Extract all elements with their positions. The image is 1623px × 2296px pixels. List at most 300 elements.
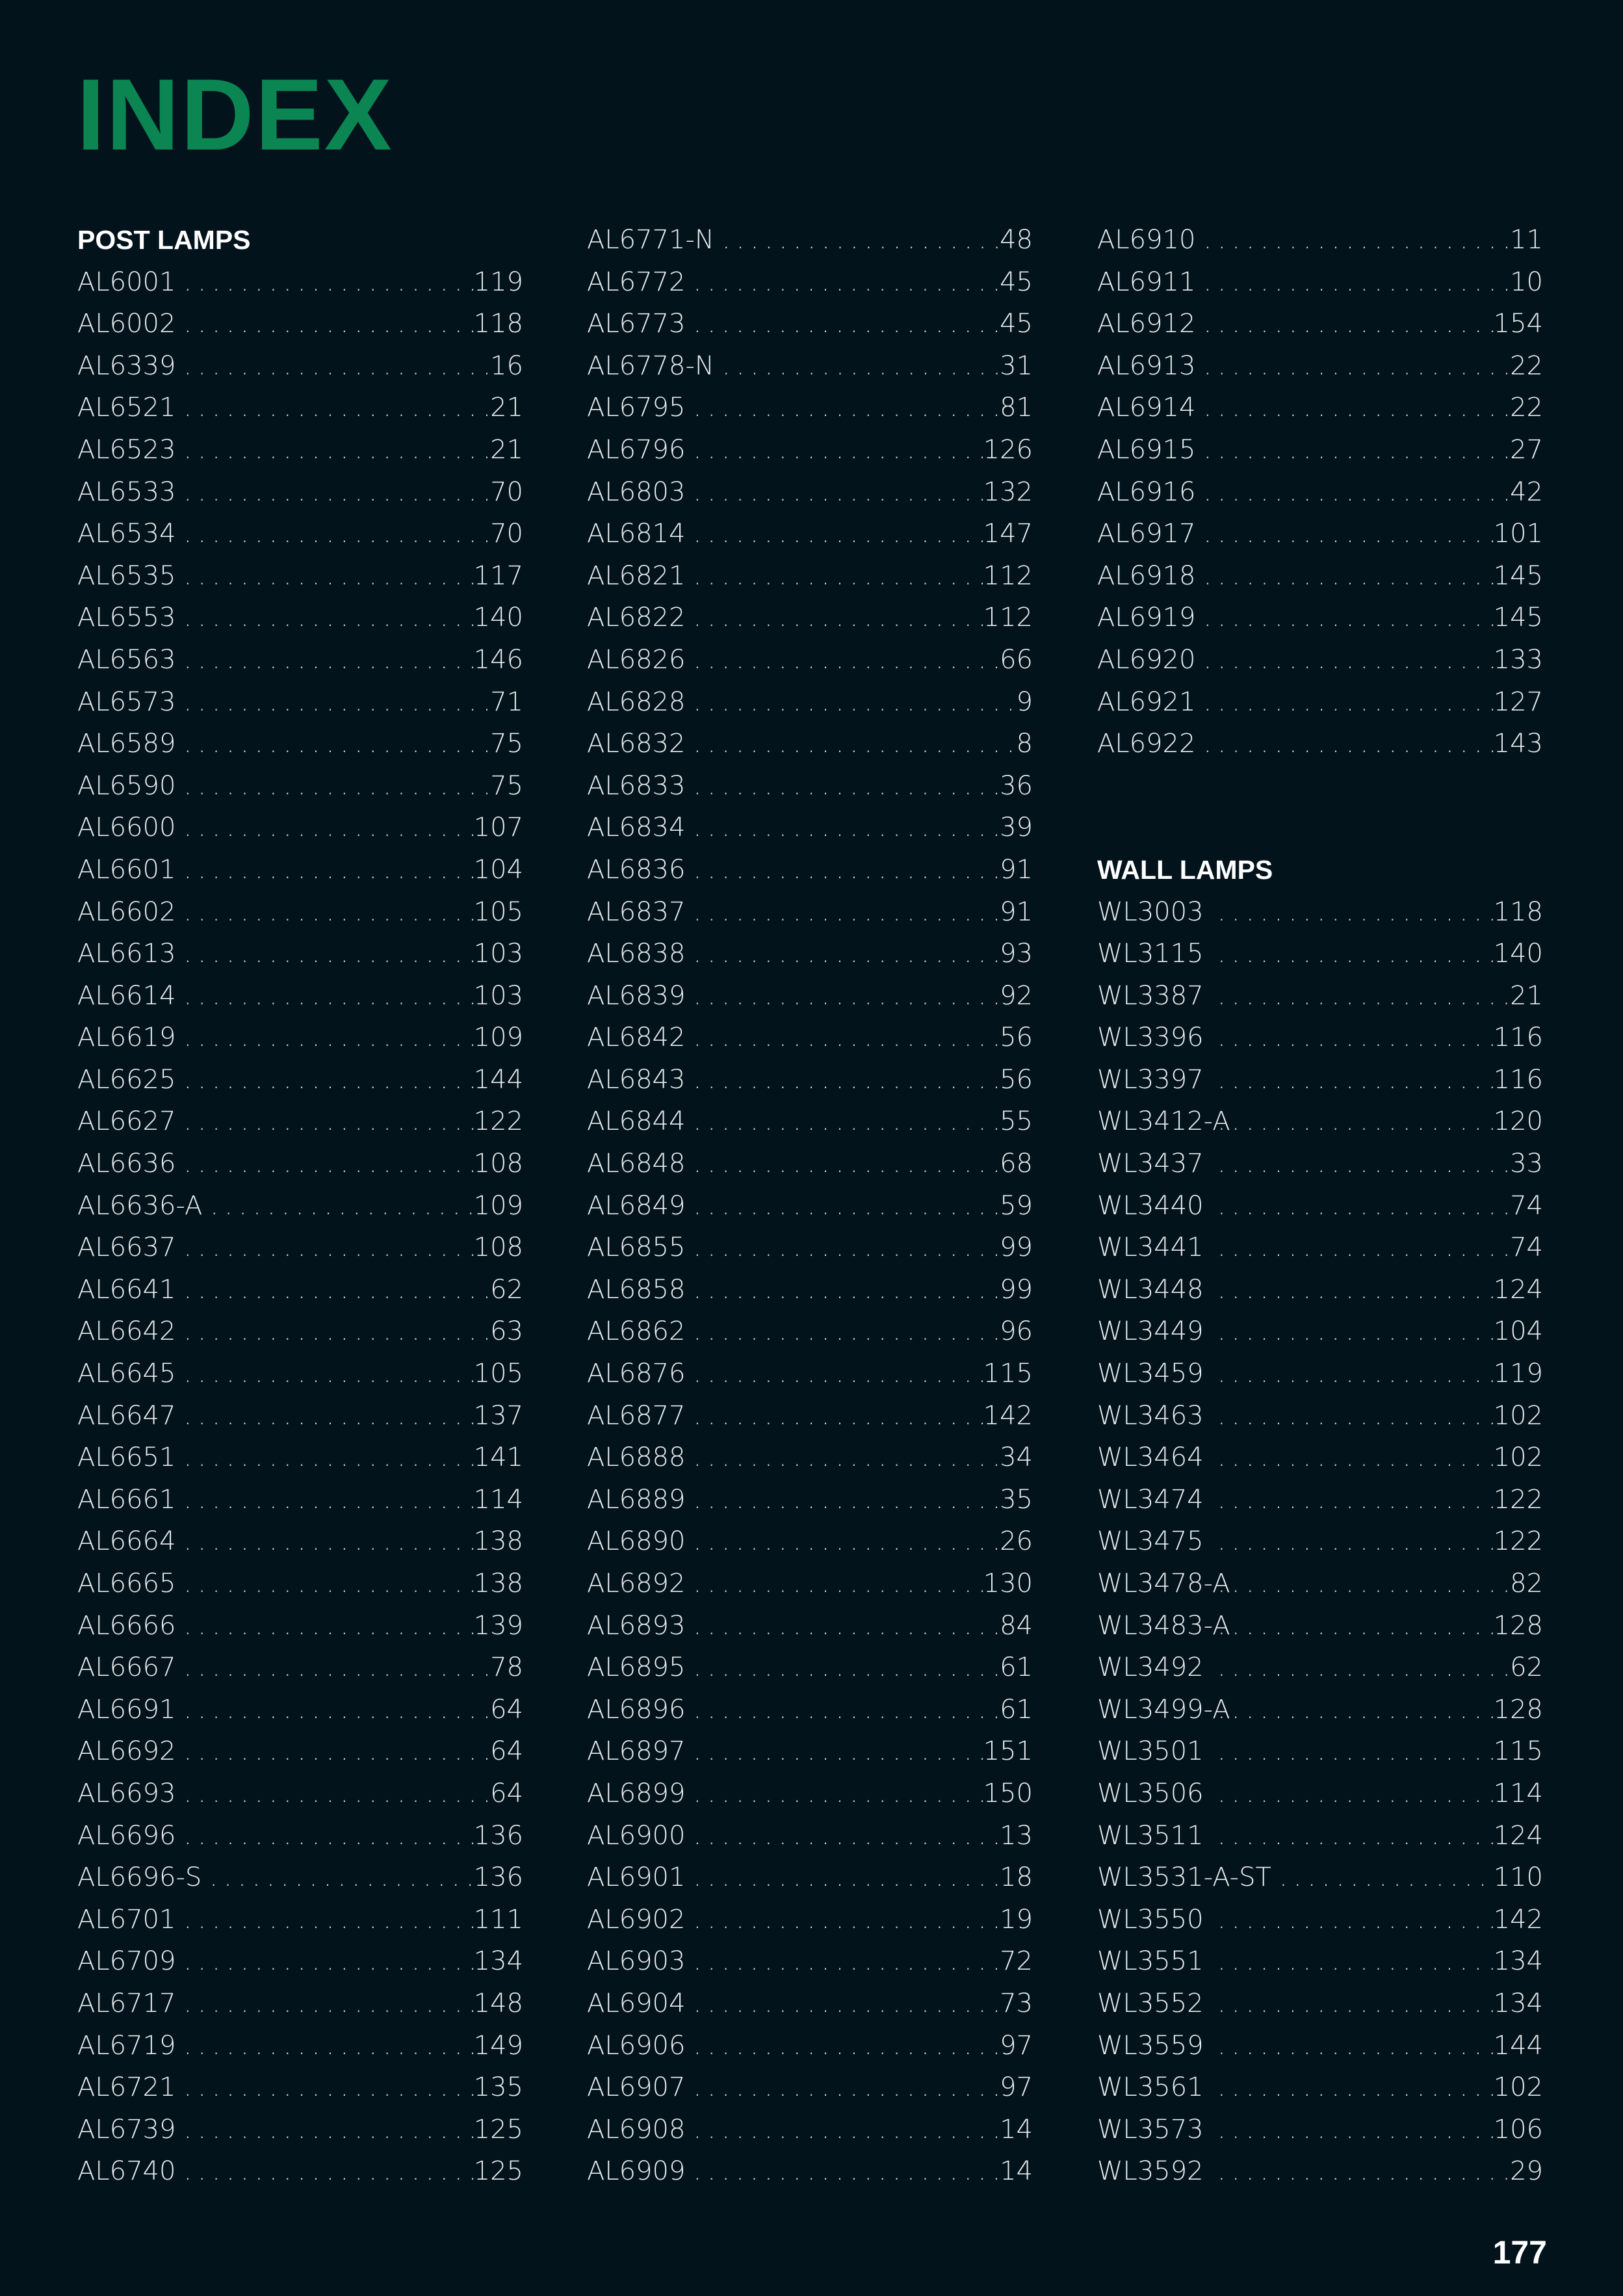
dot-leader xyxy=(1203,639,1493,681)
entry-page: 61 xyxy=(1000,1694,1033,1725)
entry-page: 99 xyxy=(1000,1274,1033,1305)
entry-page: 64 xyxy=(490,1694,523,1725)
index-entry xyxy=(587,1437,1033,1479)
index-entry xyxy=(1097,1563,1543,1605)
entry-code: WL3464 xyxy=(1097,1442,1204,1473)
entry-page: 48 xyxy=(1000,225,1033,255)
entry-page: 134 xyxy=(1493,1946,1543,1977)
dot-leader xyxy=(183,1479,473,1521)
entry-page: 22 xyxy=(1510,350,1543,381)
index-entry xyxy=(1097,1143,1543,1185)
entry-code: AL6534 xyxy=(77,519,176,549)
entry-page: 133 xyxy=(1493,644,1543,675)
entry-code: AL6907 xyxy=(587,2072,686,2103)
index-entry xyxy=(587,2109,1033,2151)
dot-leader xyxy=(1217,1520,1494,1563)
entry-code: AL6614 xyxy=(77,980,176,1011)
index-entry xyxy=(1097,1059,1543,1101)
index-entry xyxy=(1097,387,1543,429)
entry-page: 125 xyxy=(473,2114,523,2145)
index-entry xyxy=(587,261,1033,304)
entry-page: 70 xyxy=(490,519,523,549)
index-entry xyxy=(1097,2025,1543,2067)
entry-page: 138 xyxy=(473,1569,523,1598)
index-entry xyxy=(1097,597,1543,639)
dot-leader xyxy=(183,597,473,639)
index-entry xyxy=(1097,2109,1543,2151)
dot-leader xyxy=(1203,513,1493,555)
entry-code: AL6832 xyxy=(587,729,686,759)
entry-page: 119 xyxy=(1493,1359,1543,1389)
entry-code: WL3511 xyxy=(1097,1820,1204,1851)
index-entry xyxy=(587,1689,1033,1731)
index-entry xyxy=(77,303,523,345)
index-entry xyxy=(587,765,1033,807)
dot-leader xyxy=(693,891,1000,933)
entry-code: AL6339 xyxy=(77,350,176,381)
index-entry xyxy=(77,345,523,387)
entry-code: AL6642 xyxy=(77,1316,176,1347)
index-entry xyxy=(77,1269,523,1311)
entry-code: AL6664 xyxy=(77,1526,176,1557)
dot-leader xyxy=(1203,345,1510,387)
entry-page: 122 xyxy=(1493,1526,1543,1557)
entry-code: AL6602 xyxy=(77,896,176,927)
dot-leader xyxy=(183,933,473,975)
index-entry xyxy=(587,1605,1033,1647)
entry-code: WL3561 xyxy=(1097,2072,1204,2103)
entry-code: AL6739 xyxy=(77,2114,176,2145)
dot-leader xyxy=(183,555,473,597)
dot-leader xyxy=(693,807,1000,849)
dot-leader xyxy=(183,1437,473,1479)
dot-leader xyxy=(1217,1479,1494,1521)
entry-page: 34 xyxy=(1000,1442,1033,1473)
index-entry xyxy=(587,1983,1033,2025)
entry-page: 63 xyxy=(490,1316,523,1347)
entry-page: 92 xyxy=(1000,980,1033,1011)
entry-code: WL3573 xyxy=(1097,2114,1204,2145)
dot-leader xyxy=(183,1395,473,1437)
index-entry xyxy=(1097,1227,1543,1269)
entry-page: 136 xyxy=(473,1862,523,1893)
index-entry xyxy=(587,1269,1033,1311)
entry-code: AL6721 xyxy=(77,2072,176,2103)
index-entry xyxy=(587,807,1033,849)
entry-code: AL6740 xyxy=(77,2156,176,2187)
entry-code: AL6647 xyxy=(77,1400,176,1431)
entry-code: AL6625 xyxy=(77,1064,176,1095)
entry-page: 22 xyxy=(1510,393,1543,423)
dot-leader xyxy=(1217,975,1510,1017)
entry-page: 78 xyxy=(490,1652,523,1683)
index-entry xyxy=(77,1017,523,1059)
entry-code: AL6661 xyxy=(77,1484,176,1515)
index-entry xyxy=(587,345,1033,387)
entry-code: AL6896 xyxy=(587,1694,686,1725)
entry-code: AL6876 xyxy=(587,1359,686,1389)
entry-list xyxy=(587,219,1033,2193)
entry-code: AL6837 xyxy=(587,896,686,927)
entry-code: WL3559 xyxy=(1097,2030,1204,2061)
index-entry xyxy=(1097,1647,1543,1689)
entry-page: 9 xyxy=(1016,686,1033,717)
entry-page: 102 xyxy=(1493,1400,1543,1431)
dot-leader xyxy=(183,1017,473,1059)
dot-leader xyxy=(183,2067,473,2109)
index-entry xyxy=(587,891,1033,933)
entry-code: AL6773 xyxy=(587,309,686,339)
entry-page: 45 xyxy=(1000,267,1033,297)
entry-page: 29 xyxy=(1510,2156,1543,2187)
dot-leader xyxy=(693,1059,1000,1101)
dot-leader xyxy=(1217,1143,1510,1185)
dot-leader xyxy=(693,2067,1000,2109)
entry-code: AL6693 xyxy=(77,1778,176,1808)
dot-leader xyxy=(183,1143,473,1185)
dot-leader xyxy=(183,1647,490,1689)
index-entry xyxy=(77,1353,523,1395)
index-entry xyxy=(587,1143,1033,1185)
dot-leader xyxy=(183,387,490,429)
index-entry xyxy=(1097,723,1543,765)
dot-leader xyxy=(693,597,983,639)
index-entry xyxy=(1097,1395,1543,1437)
index-entry xyxy=(1097,1520,1543,1563)
dot-leader xyxy=(1203,261,1510,304)
entry-page: 134 xyxy=(1493,1988,1543,2018)
dot-leader xyxy=(183,1899,473,1941)
dot-leader xyxy=(183,891,473,933)
entry-page: 82 xyxy=(1510,1569,1543,1598)
dot-leader xyxy=(693,1563,983,1605)
entry-page: 73 xyxy=(1000,1988,1033,2018)
index-entry xyxy=(77,933,523,975)
dot-leader xyxy=(183,1815,473,1857)
index-entry xyxy=(77,1143,523,1185)
index-entry xyxy=(587,1479,1033,1521)
dot-leader xyxy=(183,2109,473,2151)
entry-page: 116 xyxy=(1493,1064,1543,1095)
entry-code: AL6834 xyxy=(587,813,686,843)
entry-code: AL6893 xyxy=(587,1610,686,1641)
entry-page: 149 xyxy=(473,2030,523,2061)
index-entry xyxy=(1097,1983,1543,2025)
dot-leader xyxy=(1217,1185,1510,1227)
dot-leader xyxy=(1203,723,1493,765)
entry-code: WL3492 xyxy=(1097,1652,1204,1683)
entry-page: 102 xyxy=(1493,2072,1543,2103)
dot-leader xyxy=(183,1353,473,1395)
index-entry xyxy=(77,765,523,807)
entry-page: 146 xyxy=(473,644,523,675)
entry-page: 103 xyxy=(473,939,523,969)
index-entry xyxy=(587,513,1033,555)
entry-code: AL6912 xyxy=(1097,309,1196,339)
index-entry xyxy=(587,1940,1033,1983)
dot-leader xyxy=(183,1311,490,1353)
index-entry xyxy=(587,2025,1033,2067)
dot-leader xyxy=(693,639,1000,681)
entry-page: 75 xyxy=(490,770,523,801)
entry-page: 35 xyxy=(1000,1484,1033,1515)
dot-leader xyxy=(1217,2067,1494,2109)
entry-page: 116 xyxy=(1493,1023,1543,1053)
dot-leader xyxy=(693,1605,1000,1647)
dot-leader xyxy=(1217,1563,1510,1605)
dot-leader xyxy=(1203,681,1493,724)
entry-page: 61 xyxy=(1000,1652,1033,1683)
entry-page: 142 xyxy=(983,1400,1033,1431)
dot-leader xyxy=(1203,387,1510,429)
section-spacer xyxy=(1097,807,1543,849)
entry-code: AL6601 xyxy=(77,854,176,885)
dot-leader xyxy=(183,639,473,681)
dot-leader xyxy=(1217,2150,1510,2193)
index-entry xyxy=(587,1311,1033,1353)
entry-code: AL6917 xyxy=(1097,519,1196,549)
index-entry xyxy=(587,1395,1033,1437)
dot-leader xyxy=(183,1689,490,1731)
entry-code: WL3499-A xyxy=(1097,1694,1230,1725)
index-entry xyxy=(587,1773,1033,1815)
dot-leader xyxy=(1217,891,1494,933)
entry-code: AL6848 xyxy=(587,1149,686,1179)
entry-page: 56 xyxy=(1000,1064,1033,1095)
entry-page: 115 xyxy=(1493,1736,1543,1767)
entry-code: WL3463 xyxy=(1097,1400,1204,1431)
dot-leader xyxy=(1217,1311,1494,1353)
index-entry xyxy=(77,2025,523,2067)
entry-code: WL3483-A xyxy=(1097,1610,1230,1641)
index-entry xyxy=(77,1227,523,1269)
entry-page: 128 xyxy=(1493,1694,1543,1725)
index-entry xyxy=(77,1311,523,1353)
entry-code: AL6890 xyxy=(587,1526,686,1557)
dot-leader xyxy=(1203,555,1493,597)
entry-page: 91 xyxy=(1000,854,1033,885)
entry-page: 125 xyxy=(473,2156,523,2187)
dot-leader xyxy=(1203,471,1510,514)
entry-code: WL3531-A-ST xyxy=(1097,1862,1271,1893)
entry-code: WL3440 xyxy=(1097,1190,1204,1221)
index-entry xyxy=(1097,1773,1543,1815)
index-entry xyxy=(1097,1017,1543,1059)
entry-page: 93 xyxy=(1000,939,1033,969)
dot-leader xyxy=(183,1101,473,1143)
index-entry xyxy=(77,2109,523,2151)
entry-page: 84 xyxy=(1000,1610,1033,1641)
index-column-2 xyxy=(587,219,1033,2193)
dot-leader xyxy=(693,1983,1000,2025)
entry-page: 75 xyxy=(490,729,523,759)
entry-code: WL3003 xyxy=(1097,896,1204,927)
entry-code: AL6523 xyxy=(77,434,176,465)
entry-code: AL6908 xyxy=(587,2114,686,2145)
entry-code: AL6651 xyxy=(77,1442,176,1473)
entry-code: WL3449 xyxy=(1097,1316,1204,1347)
entry-code: AL6906 xyxy=(587,2030,686,2061)
dot-leader xyxy=(1217,2025,1494,2067)
index-entry xyxy=(77,2067,523,2109)
entry-code: AL6636 xyxy=(77,1149,176,1179)
dot-leader xyxy=(693,933,1000,975)
dot-leader xyxy=(693,1773,983,1815)
entry-page: 74 xyxy=(1510,1190,1543,1221)
index-entry xyxy=(1097,303,1543,345)
dot-leader xyxy=(693,1899,1000,1941)
index-entry xyxy=(1097,1730,1543,1773)
entry-page: 96 xyxy=(1000,1316,1033,1347)
entry-code: AL6899 xyxy=(587,1778,686,1808)
entry-page: 14 xyxy=(1000,2156,1033,2187)
entry-page: 11 xyxy=(1510,225,1543,255)
dot-leader xyxy=(1217,1983,1494,2025)
dot-leader xyxy=(183,849,473,891)
index-entry xyxy=(587,1563,1033,1605)
dot-leader xyxy=(1217,1647,1510,1689)
entry-code: AL6636-A xyxy=(77,1190,203,1221)
index-entry xyxy=(1097,681,1543,724)
index-entry xyxy=(1097,1479,1543,1521)
index-entry xyxy=(77,1773,523,1815)
dot-leader xyxy=(1217,1017,1494,1059)
dot-leader xyxy=(693,681,1016,724)
dot-leader xyxy=(1217,1689,1494,1731)
entry-code: AL6895 xyxy=(587,1652,686,1683)
entry-code: AL6002 xyxy=(77,309,176,339)
entry-page: 42 xyxy=(1510,476,1543,507)
entry-page: 127 xyxy=(1493,686,1543,717)
entry-page: 138 xyxy=(473,1526,523,1557)
index-entry xyxy=(77,1520,523,1563)
dot-leader xyxy=(183,681,490,724)
entry-code: WL3592 xyxy=(1097,2156,1204,2187)
index-entry xyxy=(1097,1857,1543,1899)
index-entry xyxy=(1097,2150,1543,2193)
entry-page: 108 xyxy=(473,1233,523,1263)
entry-code: AL6901 xyxy=(587,1862,686,1893)
entry-code: AL6778-N xyxy=(587,350,714,381)
entry-page: 148 xyxy=(473,1988,523,2018)
entry-code: AL6839 xyxy=(587,980,686,1011)
entry-page: 137 xyxy=(473,1400,523,1431)
entry-code: AL6814 xyxy=(587,519,686,549)
dot-leader xyxy=(693,1017,1000,1059)
entry-page: 126 xyxy=(983,434,1033,465)
index-entry xyxy=(1097,1605,1543,1647)
index-entry xyxy=(1097,1437,1543,1479)
entry-code: AL6903 xyxy=(587,1946,686,1977)
dot-leader xyxy=(183,345,490,387)
index-entry xyxy=(587,303,1033,345)
entry-code: AL6843 xyxy=(587,1064,686,1095)
entry-code: AL6897 xyxy=(587,1736,686,1767)
entry-code: WL3115 xyxy=(1097,939,1204,969)
dot-leader xyxy=(693,1311,1000,1353)
entry-page: 62 xyxy=(490,1274,523,1305)
dot-leader xyxy=(1217,1059,1494,1101)
entry-code: AL6637 xyxy=(77,1233,176,1263)
entry-page: 99 xyxy=(1000,1233,1033,1263)
entry-code: AL6844 xyxy=(587,1106,686,1137)
index-entry xyxy=(1097,513,1543,555)
entry-code: AL6589 xyxy=(77,729,176,759)
page-number: 177 xyxy=(1492,2234,1547,2271)
entry-code: AL6828 xyxy=(587,686,686,717)
dot-leader xyxy=(693,765,1000,807)
index-entry xyxy=(587,1857,1033,1899)
entry-code: AL6921 xyxy=(1097,686,1196,717)
index-entry xyxy=(77,849,523,891)
entry-code: AL6822 xyxy=(587,603,686,633)
entry-code: AL6855 xyxy=(587,1233,686,1263)
index-entry xyxy=(77,555,523,597)
dot-leader xyxy=(693,555,983,597)
index-entry xyxy=(1097,1689,1543,1731)
entry-page: 134 xyxy=(473,1946,523,1977)
index-entry xyxy=(1097,261,1543,304)
entry-page: 140 xyxy=(1493,939,1543,969)
index-entry xyxy=(587,2067,1033,2109)
dot-leader xyxy=(693,1185,1000,1227)
entry-list xyxy=(77,261,523,2193)
entry-code: AL6915 xyxy=(1097,434,1196,465)
entry-page: 105 xyxy=(473,896,523,927)
entry-page: 122 xyxy=(473,1106,523,1137)
entry-code: AL6833 xyxy=(587,770,686,801)
entry-page: 66 xyxy=(1000,644,1033,675)
dot-leader xyxy=(1203,219,1510,261)
index-entry xyxy=(1097,429,1543,471)
index-entry xyxy=(77,1479,523,1521)
entry-page: 71 xyxy=(490,686,523,717)
dot-leader xyxy=(693,723,1016,765)
entry-page: 64 xyxy=(490,1736,523,1767)
dot-leader xyxy=(722,219,1000,261)
entry-page: 33 xyxy=(1510,1149,1543,1179)
entry-page: 122 xyxy=(1493,1484,1543,1515)
entry-page: 104 xyxy=(473,854,523,885)
entry-page: 154 xyxy=(1493,309,1543,339)
entry-page: 21 xyxy=(1510,980,1543,1011)
entry-code: AL6892 xyxy=(587,1569,686,1598)
entry-page: 144 xyxy=(1493,2030,1543,2061)
entry-page: 110 xyxy=(1493,1862,1543,1893)
dot-leader xyxy=(693,2025,1000,2067)
dot-leader xyxy=(183,513,490,555)
dot-leader xyxy=(183,975,473,1017)
dot-leader xyxy=(183,471,490,514)
entry-code: WL3459 xyxy=(1097,1359,1204,1389)
entry-page: 124 xyxy=(1493,1820,1543,1851)
dot-leader xyxy=(183,1940,473,1983)
index-entry xyxy=(587,1353,1033,1395)
index-entry xyxy=(77,1647,523,1689)
entry-code: AL6889 xyxy=(587,1484,686,1515)
page-title: INDEX xyxy=(77,59,393,172)
entry-code: AL6842 xyxy=(587,1023,686,1053)
dot-leader xyxy=(1203,597,1493,639)
section-spacer xyxy=(1097,765,1543,807)
dot-leader xyxy=(1217,1730,1494,1773)
entry-code: AL6709 xyxy=(77,1946,176,1977)
dot-leader xyxy=(693,975,1000,1017)
entry-page: 13 xyxy=(1000,1820,1033,1851)
entry-code: AL6920 xyxy=(1097,644,1196,675)
dot-leader xyxy=(693,1857,1000,1899)
index-entry xyxy=(77,2150,523,2193)
